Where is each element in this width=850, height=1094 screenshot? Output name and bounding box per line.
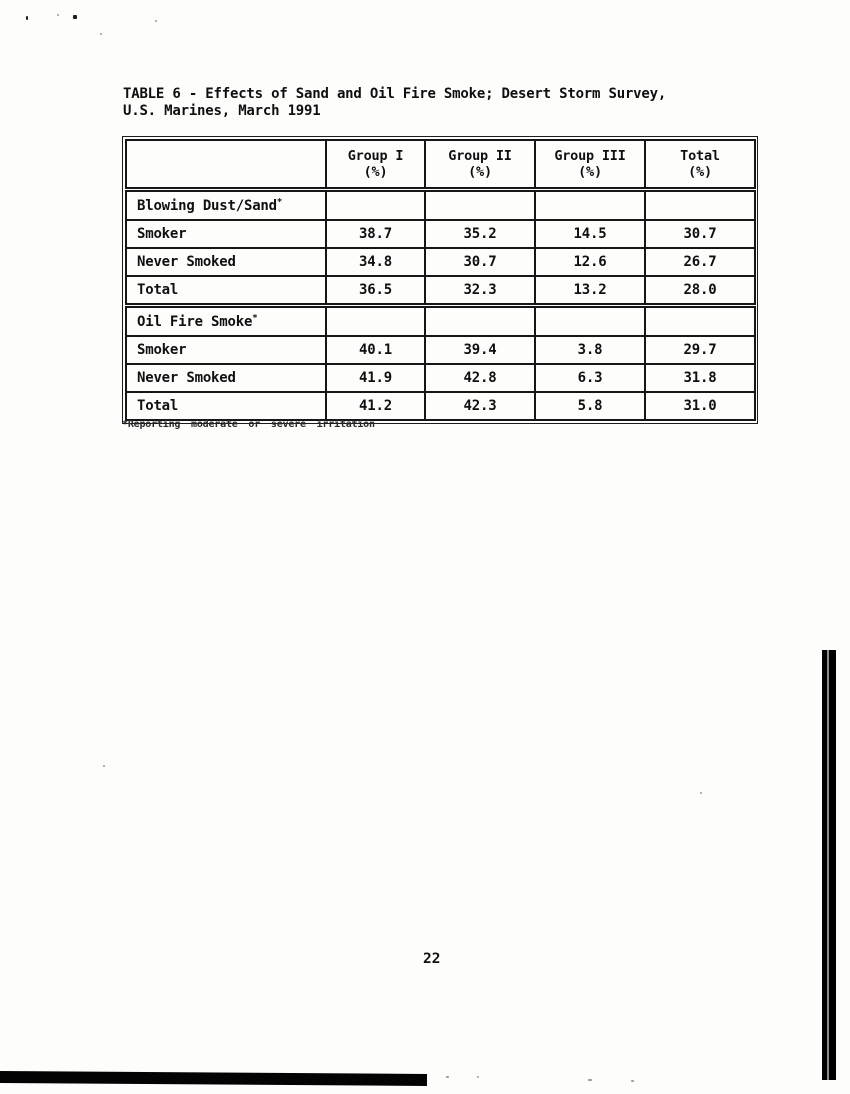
- scan-speckle: [631, 1080, 634, 1082]
- cell: [326, 306, 425, 337]
- table-row-smoker-1: [126, 220, 755, 248]
- cell: [535, 306, 645, 337]
- row-label: [126, 392, 326, 420]
- row-label: [126, 248, 326, 276]
- cell: 31.8: [645, 364, 755, 392]
- row-label-text: Total: [137, 398, 179, 414]
- cell: 34.8: [326, 248, 425, 276]
- cell: 30.7: [645, 220, 755, 248]
- scan-speckle: [446, 1076, 449, 1078]
- row-label-text: Smoker: [137, 342, 187, 358]
- table-title-line1: TABLE 6 - Effects of Sand and Oil Fire Smoke; Desert Storm Survey,: [123, 86, 667, 102]
- cell: 26.7: [645, 248, 755, 276]
- header-group2-unit: (%): [468, 164, 492, 180]
- cell: 30.7: [425, 248, 535, 276]
- cell: 5.8: [535, 392, 645, 420]
- header-group2-label: Group II: [448, 148, 512, 164]
- scan-speckle: [588, 1079, 592, 1081]
- cell: [535, 190, 645, 221]
- table-title: [123, 86, 666, 120]
- row-label-text: Never Smoked: [137, 370, 236, 386]
- section-row-oil-fire-smoke: [126, 306, 755, 337]
- header-total: [645, 140, 755, 190]
- scan-speckle: [700, 792, 702, 794]
- page-number: 22: [423, 951, 441, 967]
- footnote-marker: *: [276, 196, 283, 207]
- cell: 41.9: [326, 364, 425, 392]
- cell: 38.7: [326, 220, 425, 248]
- row-label: [126, 276, 326, 306]
- cell: 40.1: [326, 336, 425, 364]
- row-label: [126, 336, 326, 364]
- header-group1-unit: (%): [363, 164, 388, 180]
- row-label-text: Total: [137, 282, 179, 298]
- table-row-total-1: [126, 276, 755, 306]
- row-label: [126, 364, 326, 392]
- cell: 41.2: [326, 392, 425, 420]
- row-label: [126, 306, 326, 337]
- header-group2: [425, 140, 535, 190]
- section-row-blowing-dust: [126, 190, 755, 221]
- cell: 39.4: [425, 336, 535, 364]
- row-label: [126, 190, 326, 221]
- header-group1-label: Group I: [347, 148, 404, 164]
- scan-speckle: [103, 765, 105, 767]
- header-group3-unit: (%): [578, 164, 602, 180]
- table-title-line2: U.S. Marines, March 1991: [123, 103, 321, 119]
- row-label-text: Never Smoked: [137, 254, 236, 270]
- row-label: [126, 220, 326, 248]
- scan-speckle: [155, 20, 157, 22]
- scan-artifact-bottom-bar: [0, 1071, 427, 1086]
- cell: 35.2: [425, 220, 535, 248]
- table-row-total-2: [126, 392, 755, 420]
- cell: [645, 190, 755, 221]
- data-table-frame: [122, 136, 758, 424]
- cell: 36.5: [326, 276, 425, 306]
- row-label-text: Blowing Dust/Sand: [137, 197, 277, 214]
- cell: 3.8: [535, 336, 645, 364]
- scan-speckle: [100, 33, 102, 35]
- scan-speckle: [26, 16, 28, 20]
- cell: [425, 190, 535, 221]
- scan-speckle: [57, 14, 59, 16]
- cell: 42.8: [425, 364, 535, 392]
- cell: 13.2: [535, 276, 645, 306]
- row-label-text: Smoker: [137, 226, 187, 242]
- cell: [326, 190, 425, 221]
- scan-speckle: [477, 1076, 479, 1078]
- header-row: [126, 140, 755, 190]
- cell: [645, 306, 755, 337]
- scan-artifact-right-bar: [822, 650, 836, 1080]
- header-group3: [535, 140, 645, 190]
- table-row-never-smoked-1: [126, 248, 755, 276]
- footnote-marker: *: [252, 312, 258, 323]
- scan-speckle: [73, 15, 77, 19]
- cell: 14.5: [535, 220, 645, 248]
- cell: [425, 306, 535, 337]
- header-total-label: Total: [680, 148, 720, 164]
- header-group3-label: Group III: [554, 148, 626, 164]
- cell: 42.3: [425, 392, 535, 420]
- header-total-unit: (%): [688, 164, 712, 180]
- table-row-never-smoked-2: [126, 364, 755, 392]
- cell: 32.3: [425, 276, 535, 306]
- cell: 31.0: [645, 392, 755, 420]
- header-group1: [326, 140, 425, 190]
- cell: 6.3: [535, 364, 645, 392]
- table-footnote: *Reporting moderate or severe irritation: [122, 419, 375, 430]
- cell: 29.7: [645, 336, 755, 364]
- cell: 12.6: [535, 248, 645, 276]
- header-blank-cell: [126, 140, 326, 190]
- row-label-text: Oil Fire Smoke: [137, 313, 253, 330]
- table-row-smoker-2: [126, 336, 755, 364]
- effects-table: [125, 139, 756, 421]
- cell: 28.0: [645, 276, 755, 306]
